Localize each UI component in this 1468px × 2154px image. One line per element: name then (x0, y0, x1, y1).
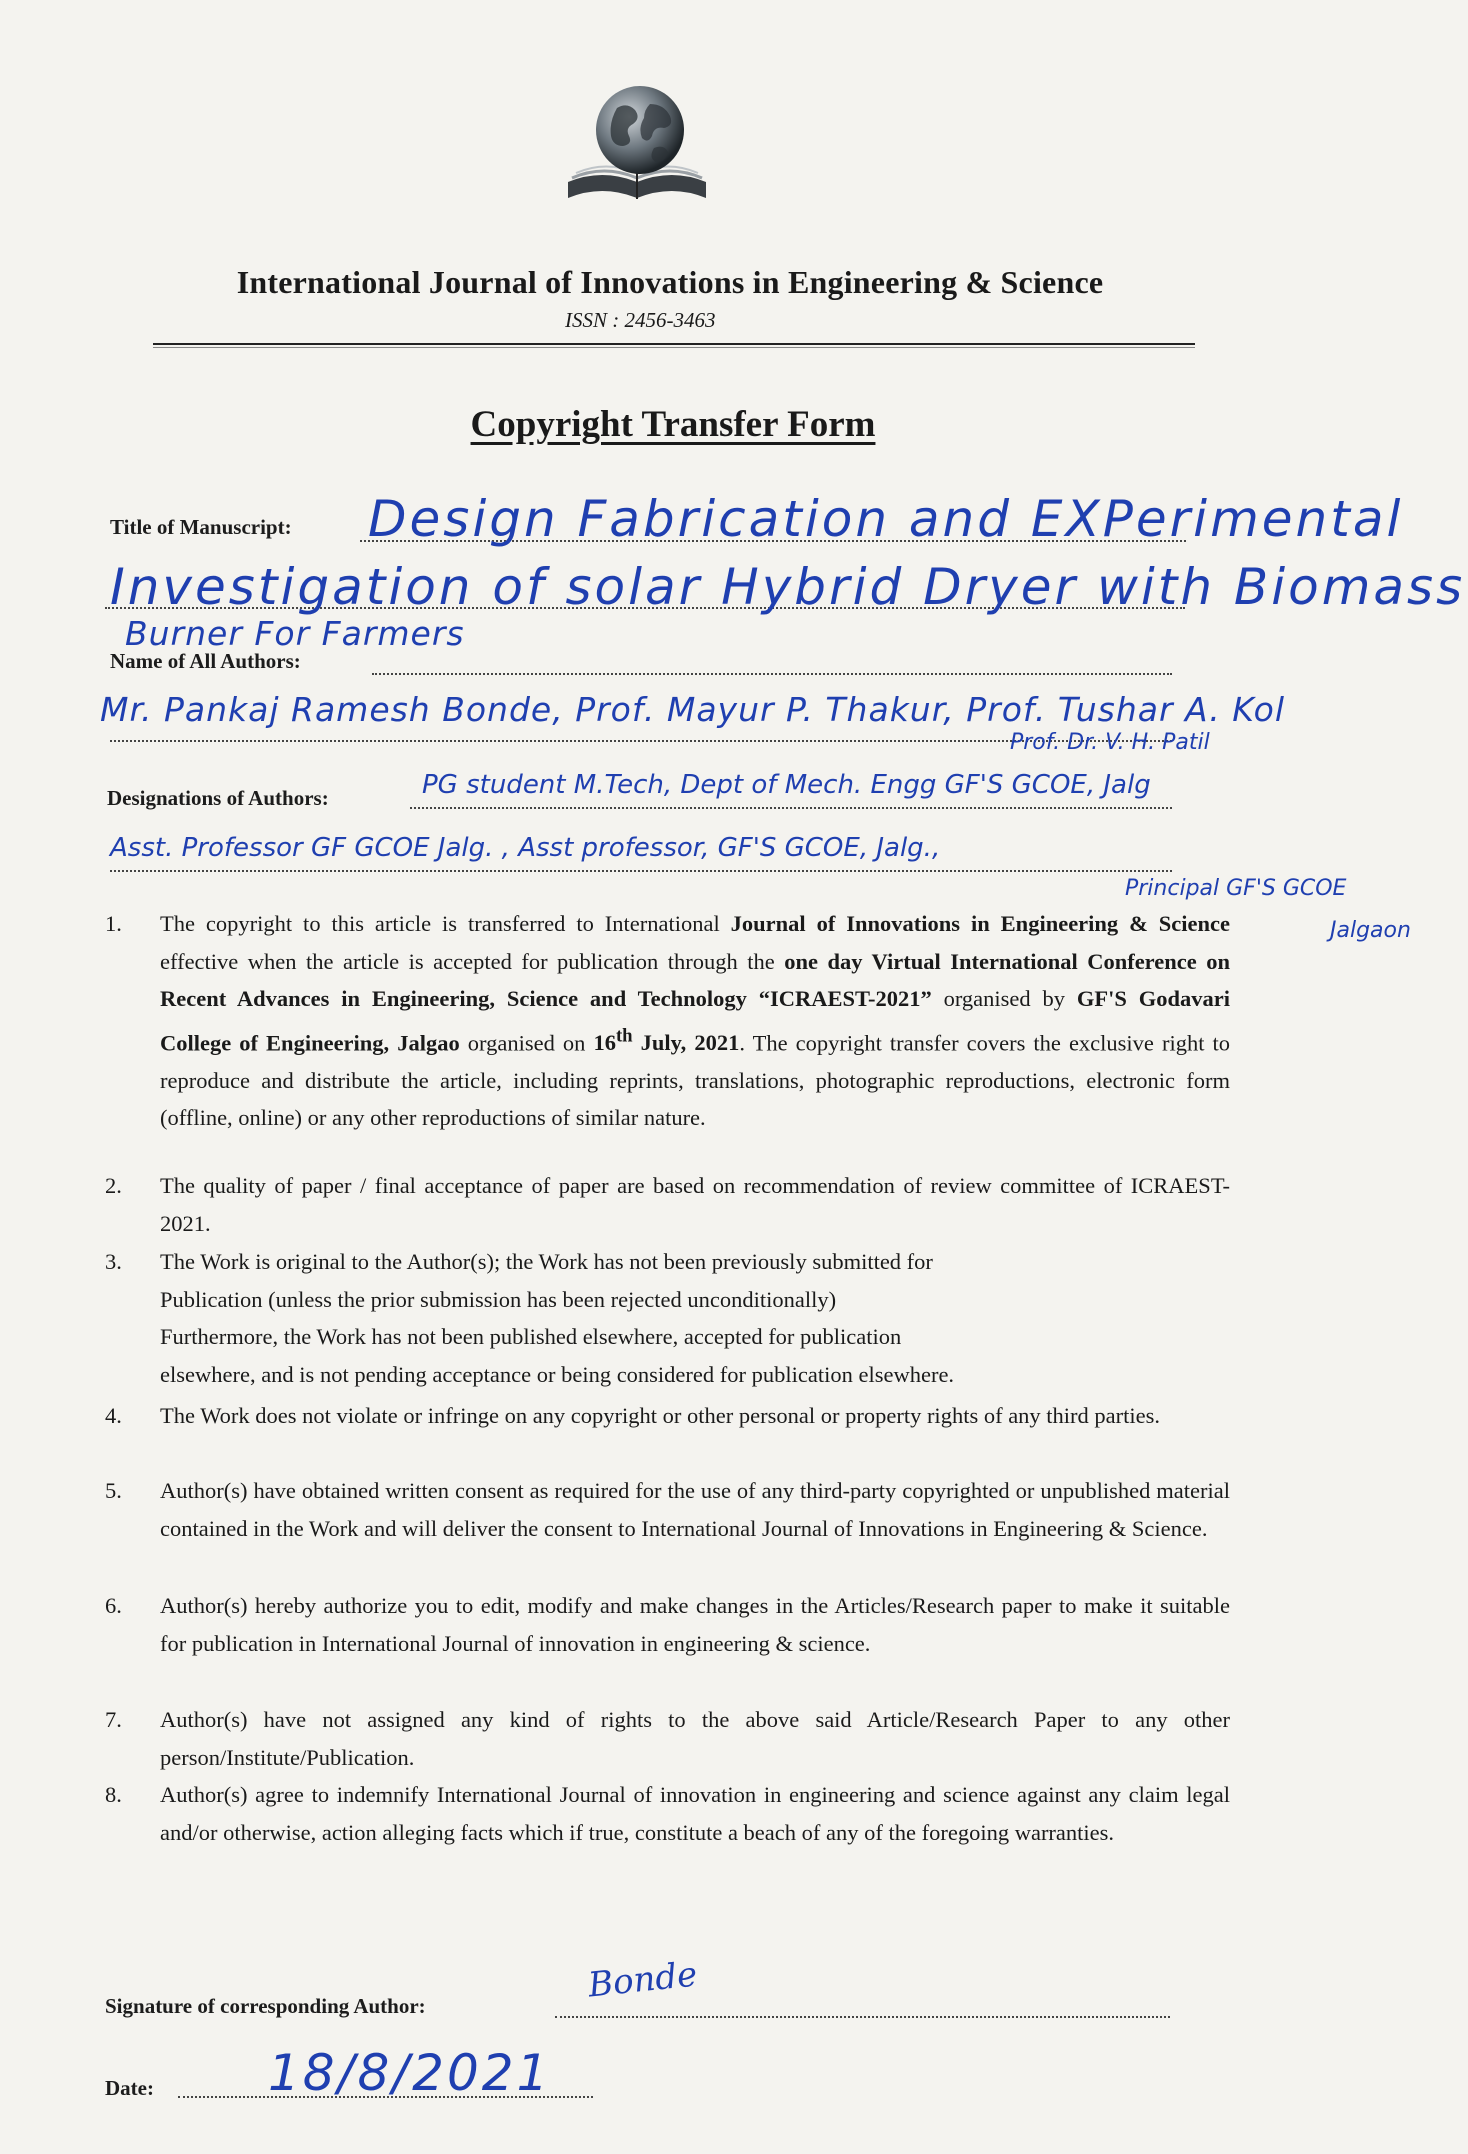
clause-3: 3. The Work is original to the Author(s); the Work has not been previously submitted for Publication (unless the prior submission has been rejected unconditionally) Furthermore, the Work has not been published elsewhere, accepted for publication elsewhere, and is not pending acceptance or being considered for publication elsewhere. (105, 1243, 1230, 1393)
signature-line (555, 2016, 1170, 2018)
clause-number: 8. (105, 1782, 122, 1807)
date-label: Date: (105, 2076, 154, 2100)
clause-number: 7. (105, 1707, 122, 1732)
signature-label: Signature of corresponding Author: (105, 1994, 426, 2018)
authors-handwriting: Mr. Pankaj Ramesh Bonde, Prof. Mayur P. Thakur, Prof. Tushar A. Kol (100, 690, 1286, 729)
designation-handwriting-1: PG student M.Tech, Dept of Mech. Engg GF'S GCOE, Jalg (422, 770, 1151, 800)
authors-label: Name of All Authors: (110, 649, 301, 673)
designations-label: Designations of Authors: (107, 786, 329, 810)
clause-2: 2. The quality of paper / final acceptance of paper are based on recommendation of review committee of ICRAEST-2021. (105, 1167, 1230, 1242)
designation-handwriting-2: Asst. Professor GF GCOE Jalg. , Asst professor, GF'S GCOE, Jalg., (110, 833, 941, 863)
form-title: Copyright Transfer Form (470, 404, 876, 445)
clause-number: 2. (105, 1173, 122, 1198)
author-signature: Bonde (586, 1954, 700, 2006)
designation-handwriting-above: Prof. Dr. V. H. Patil (1010, 730, 1210, 755)
manuscript-title-handwriting-2: Investigation of solar Hybrid Dryer with Biomass (110, 558, 1466, 616)
clause-1: 1. The copyright to this article is transferred to International Journal of Innovations in Engineering & Science effective when the article is accepted for publication through the one day Virtual International Conference on Recent Advances in Engineering, Science and Technology “ICRAEST-2021” organised by GF'S Godavari College of Engineering, Jalgao organised on 16th July, 2021. The copyright transfer covers the exclusive right to reproduce and distribute the article, including reprints, translations, photographic reproductions, electronic form (offline, online) or any other reproductions of similar nature. (105, 905, 1230, 1137)
clause-6: 6. Author(s) hereby authorize you to edit, modify and make changes in the Articles/Research paper to make it suitable for publication in International Journal of innovation in engineering & science. (105, 1587, 1230, 1662)
designation-handwriting-3: Principal GF'S GCOE (1125, 876, 1347, 901)
designation-handwriting-4: Jalgaon (1330, 918, 1411, 943)
designations-line-2 (110, 870, 1172, 872)
date-handwriting: 18/8/2021 (268, 2044, 552, 2102)
globe-on-book-logo (562, 78, 712, 210)
clause-number: 5. (105, 1478, 122, 1503)
clause-number: 6. (105, 1593, 122, 1618)
journal-title: International Journal of Innovations in Engineering & Science (236, 264, 1104, 300)
clause-8: 8. Author(s) agree to indemnify International Journal of innovation in engineering and science against any claim legal and/or otherwise, action alleging facts which if true, constitute a beach of any of the foregoing warranties. (105, 1776, 1230, 1851)
issn-number: ISSN : 2456-3463 (565, 308, 716, 332)
clause-5: 5. Author(s) have obtained written consent as required for the use of any third-party copyrighted or unpublished material contained in the Work and will deliver the consent to International Journal of Innovations in Engineering & Science. (105, 1472, 1230, 1547)
clause-4: 4. The Work does not violate or infringe on any copyright or other personal or property rights of any third parties. (105, 1397, 1230, 1435)
header-divider (153, 343, 1195, 348)
manuscript-title-handwriting-3: Burner For Farmers (125, 614, 465, 653)
designations-line-1 (410, 807, 1172, 809)
clause-7: 7. Author(s) have not assigned any kind of rights to the above said Article/Research Paper to any other person/Institute/Publication. (105, 1701, 1230, 1776)
clause-number: 4. (105, 1403, 122, 1428)
authors-line-1 (372, 673, 1172, 675)
manuscript-title-handwriting-1: Design Fabrication and EXPerimental (368, 490, 1404, 548)
manuscript-title-label: Title of Manuscript: (110, 515, 292, 539)
clause-number: 3. (105, 1249, 122, 1274)
clause-number: 1. (105, 911, 122, 936)
